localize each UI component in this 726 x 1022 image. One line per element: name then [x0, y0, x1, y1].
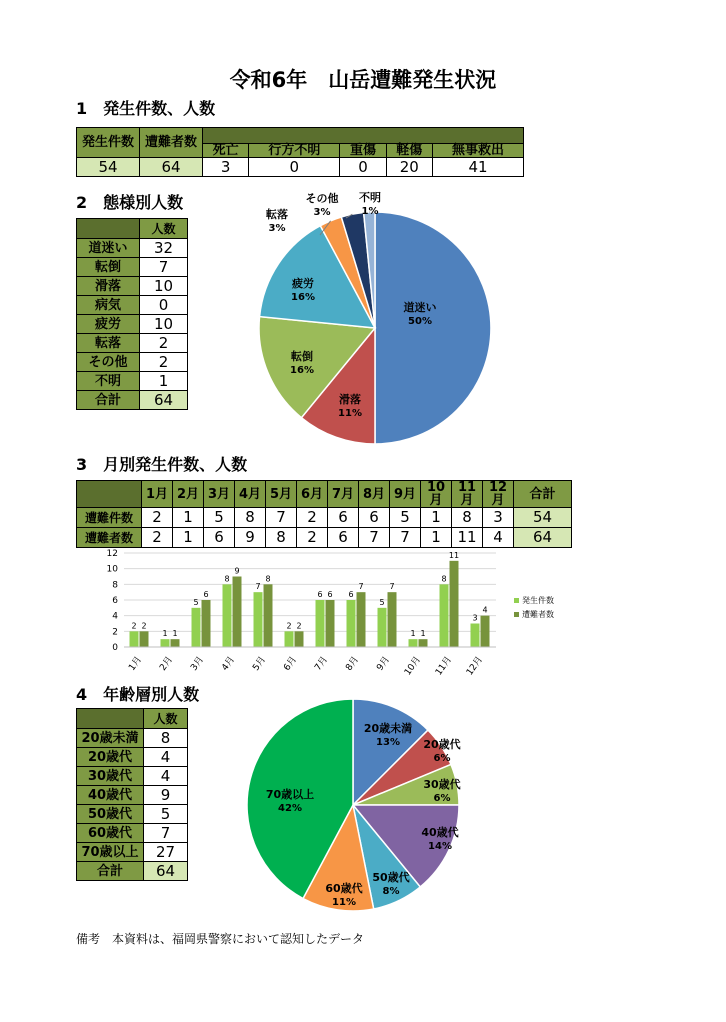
row-label: 40歳代 — [77, 786, 144, 805]
slice-percent: 11% — [332, 897, 356, 908]
slice-label: 滑落 — [339, 393, 361, 406]
bar — [223, 584, 232, 647]
month-value: 2 — [142, 508, 173, 528]
slice-percent: 16% — [290, 365, 314, 376]
month-value: 6 — [328, 508, 359, 528]
x-tick-label: 7月 — [313, 654, 330, 673]
slice-label: 転落 — [266, 208, 288, 221]
bar-value-label: 11 — [448, 550, 460, 560]
month-value: 1 — [421, 508, 452, 528]
bar-value-label: 8 — [441, 574, 447, 584]
row-value: 5 — [144, 805, 188, 824]
section3-heading: 3 月別発生件数、人数 — [76, 455, 248, 474]
bar-value-label: 7 — [389, 582, 395, 592]
month-header: 12月 — [483, 481, 514, 508]
bar — [388, 592, 397, 647]
row-label: 遭難者数 — [77, 528, 142, 548]
slice-percent: 6% — [433, 793, 451, 804]
bar — [161, 639, 170, 647]
slice-percent: 14% — [428, 841, 452, 852]
x-tick-label: 3月 — [189, 654, 206, 673]
bar-value-label: 1 — [162, 629, 168, 639]
slice-label: 70歳以上 — [265, 788, 315, 801]
bar-value-label: 5 — [193, 597, 199, 607]
month-value: 6 — [204, 528, 235, 548]
bar — [450, 561, 459, 647]
monthly-bar-chart — [96, 545, 596, 685]
sub-value: 0 — [340, 158, 386, 177]
row-value: 0 — [140, 296, 188, 315]
month-header: 9月 — [390, 481, 421, 508]
row-label: 病気 — [77, 296, 140, 315]
sub-header: 行方不明 — [249, 144, 340, 158]
row-value: 4 — [144, 767, 188, 786]
month-value: 6 — [359, 508, 390, 528]
sub-header: 無事救出 — [432, 144, 523, 158]
bar — [326, 600, 335, 647]
month-value: 4 — [483, 528, 514, 548]
sub-header: 死亡 — [203, 144, 249, 158]
slice-percent: 8% — [382, 886, 400, 897]
x-tick-label: 6月 — [282, 654, 299, 673]
month-header: 1月 — [142, 481, 173, 508]
bar-value-label: 8 — [265, 574, 271, 584]
x-tick-label: 10月 — [403, 654, 423, 678]
count-header: 人数 — [144, 709, 188, 729]
month-header: 7月 — [328, 481, 359, 508]
bar-value-label: 6 — [327, 590, 333, 599]
month-value: 5 — [390, 508, 421, 528]
bar — [419, 639, 428, 647]
slice-label: 50歳代 — [372, 871, 410, 884]
bar-value-label: 7 — [358, 582, 364, 592]
slice-label: 60歳代 — [325, 882, 363, 895]
month-header: 2月 — [173, 481, 204, 508]
y-tick-label: 4 — [112, 611, 118, 622]
bar — [202, 600, 211, 647]
section1-heading: 1 発生件数、人数 — [76, 99, 216, 118]
month-value: 5 — [204, 508, 235, 528]
month-value: 7 — [359, 528, 390, 548]
month-value: 1 — [421, 528, 452, 548]
row-label: 20歳未満 — [77, 729, 144, 748]
row-label: 道迷い — [77, 239, 140, 258]
row-label: 滑落 — [77, 277, 140, 296]
slice-percent: 16% — [291, 292, 315, 303]
row-label: 60歳代 — [77, 824, 144, 843]
bar-value-label: 1 — [410, 629, 416, 639]
count-header: 人数 — [140, 219, 188, 239]
bar — [316, 600, 325, 647]
row-label: 30歳代 — [77, 767, 144, 786]
row-value: 1 — [140, 372, 188, 391]
month-value: 11 — [452, 528, 483, 548]
victims-header: 遭難者数 — [140, 128, 203, 158]
bar-value-label: 2 — [141, 621, 147, 631]
bar — [295, 631, 304, 647]
slice-label: 20歳未満 — [363, 722, 413, 735]
y-tick-label: 6 — [112, 596, 118, 606]
bar-value-label: 2 — [131, 621, 137, 631]
y-tick-label: 2 — [112, 627, 118, 638]
pie-slice — [375, 212, 491, 444]
slice-label: 30歳代 — [423, 778, 461, 791]
month-value: 7 — [390, 528, 421, 548]
month-value: 9 — [235, 528, 266, 548]
x-tick-label: 1月 — [127, 654, 144, 673]
row-label: その他 — [77, 353, 140, 372]
bar-value-label: 4 — [482, 605, 488, 615]
slice-percent: 50% — [408, 316, 432, 327]
bar — [378, 608, 387, 647]
sub-value: 0 — [249, 158, 340, 177]
slice-percent: 1% — [361, 206, 379, 217]
x-tick-label: 12月 — [465, 654, 485, 678]
row-label: 50歳代 — [77, 805, 144, 824]
month-header: 6月 — [297, 481, 328, 508]
slice-percent: 6% — [433, 753, 451, 764]
bar — [192, 608, 201, 647]
x-tick-label: 4月 — [220, 654, 237, 673]
monthly-table — [76, 480, 572, 548]
victims-value: 64 — [140, 158, 203, 177]
bar-value-label: 6 — [348, 590, 354, 599]
row-value: 2 — [140, 334, 188, 353]
row-label: 転倒 — [77, 258, 140, 277]
bar — [440, 584, 449, 647]
row-value: 7 — [144, 824, 188, 843]
month-value: 2 — [297, 508, 328, 528]
corner-cell — [77, 481, 142, 508]
row-value: 10 — [140, 315, 188, 334]
bar-value-label: 1 — [420, 629, 426, 639]
x-tick-label: 9月 — [375, 654, 392, 673]
month-value: 1 — [173, 528, 204, 548]
row-label: 転落 — [77, 334, 140, 353]
page-title: 令和6年 山岳遭難発生状況 — [229, 68, 497, 92]
total-label: 合計 — [77, 391, 140, 410]
slice-label: 転倒 — [291, 350, 313, 363]
bar-value-label: 2 — [296, 621, 302, 631]
legend-label: 遭難者数 — [522, 610, 554, 619]
incidents-header: 発生件数 — [77, 128, 140, 158]
slice-percent: 11% — [338, 408, 362, 419]
sub-header: 軽傷 — [386, 144, 432, 158]
month-value: 8 — [235, 508, 266, 528]
section4-heading: 4 年齢層別人数 — [76, 685, 200, 704]
y-tick-label: 0 — [112, 643, 118, 653]
bar — [254, 592, 263, 647]
month-header: 5月 — [266, 481, 297, 508]
corner-cell — [77, 709, 144, 729]
bar-value-label: 8 — [224, 574, 230, 584]
slice-label: 疲労 — [292, 277, 314, 290]
bar-value-label: 5 — [379, 597, 385, 607]
bar — [357, 592, 366, 647]
total-value: 64 — [514, 528, 572, 548]
month-value: 2 — [142, 528, 173, 548]
bar — [481, 616, 490, 647]
month-value: 6 — [328, 528, 359, 548]
legend-swatch — [514, 598, 519, 603]
header-band — [203, 128, 524, 144]
row-value: 2 — [140, 353, 188, 372]
section2-heading: 2 態様別人数 — [76, 193, 184, 212]
corner-cell — [77, 219, 140, 239]
row-value: 9 — [144, 786, 188, 805]
month-value: 8 — [266, 528, 297, 548]
y-tick-label: 12 — [106, 549, 118, 559]
bar-value-label: 1 — [172, 629, 178, 639]
slice-percent: 13% — [376, 737, 400, 748]
slice-label: 不明 — [359, 191, 381, 204]
incidents-value: 54 — [77, 158, 140, 177]
bar — [171, 639, 180, 647]
bar — [140, 631, 149, 647]
bar-value-label: 2 — [286, 621, 292, 631]
x-tick-label: 2月 — [158, 654, 175, 673]
y-tick-label: 8 — [112, 580, 118, 591]
y-tick-label: 10 — [106, 564, 118, 575]
bar-value-label: 7 — [255, 582, 261, 592]
x-tick-label: 5月 — [251, 654, 268, 673]
slice-label: 20歳代 — [423, 738, 461, 751]
slice-percent: 3% — [268, 223, 286, 234]
bar — [233, 577, 242, 648]
summary-table — [76, 127, 524, 177]
sub-value: 41 — [432, 158, 523, 177]
bar-value-label: 9 — [234, 566, 240, 576]
row-label: 70歳以上 — [77, 843, 144, 862]
row-label: 不明 — [77, 372, 140, 391]
bar — [347, 600, 356, 647]
row-value: 4 — [144, 748, 188, 767]
slice-percent: 42% — [278, 803, 302, 814]
age-table — [76, 708, 188, 881]
total-value: 54 — [514, 508, 572, 528]
month-value: 8 — [452, 508, 483, 528]
total-label: 合計 — [77, 862, 144, 881]
row-value: 32 — [140, 239, 188, 258]
footnote: 備考 本資料は、福岡県警察において認知したデータ — [76, 932, 365, 946]
row-label: 20歳代 — [77, 748, 144, 767]
bar-value-label: 6 — [203, 590, 209, 599]
month-header: 11月 — [452, 481, 483, 508]
legend-swatch — [514, 612, 519, 617]
cause-table — [76, 218, 188, 410]
cause-pie-chart — [240, 190, 500, 445]
bar-value-label: 6 — [317, 590, 323, 599]
x-tick-label: 11月 — [434, 654, 454, 678]
month-header: 3月 — [204, 481, 235, 508]
bar — [130, 631, 139, 647]
month-value: 2 — [297, 528, 328, 548]
row-value: 8 — [144, 729, 188, 748]
bar — [409, 639, 418, 647]
month-header: 10月 — [421, 481, 452, 508]
slice-label: 道迷い — [403, 301, 437, 314]
row-value: 10 — [140, 277, 188, 296]
month-header: 8月 — [359, 481, 390, 508]
month-value: 3 — [483, 508, 514, 528]
legend-label: 発生件数 — [522, 596, 554, 605]
total-value: 64 — [144, 862, 188, 881]
row-label: 疲労 — [77, 315, 140, 334]
sub-value: 20 — [386, 158, 432, 177]
month-value: 7 — [266, 508, 297, 528]
row-value: 27 — [144, 843, 188, 862]
slice-percent: 3% — [313, 207, 331, 218]
bar — [264, 584, 273, 647]
x-tick-label: 8月 — [344, 654, 361, 673]
row-label: 遭難件数 — [77, 508, 142, 528]
sub-value: 3 — [203, 158, 249, 177]
bar — [471, 624, 480, 648]
bar — [285, 631, 294, 647]
total-header: 合計 — [514, 481, 572, 508]
age-pie-chart — [240, 690, 480, 920]
slice-label: 40歳代 — [421, 826, 459, 839]
bar-value-label: 3 — [472, 613, 478, 623]
slice-label: その他 — [305, 192, 339, 205]
row-value: 7 — [140, 258, 188, 277]
total-value: 64 — [140, 391, 188, 410]
month-header: 4月 — [235, 481, 266, 508]
month-value: 1 — [173, 508, 204, 528]
sub-header: 重傷 — [340, 144, 386, 158]
